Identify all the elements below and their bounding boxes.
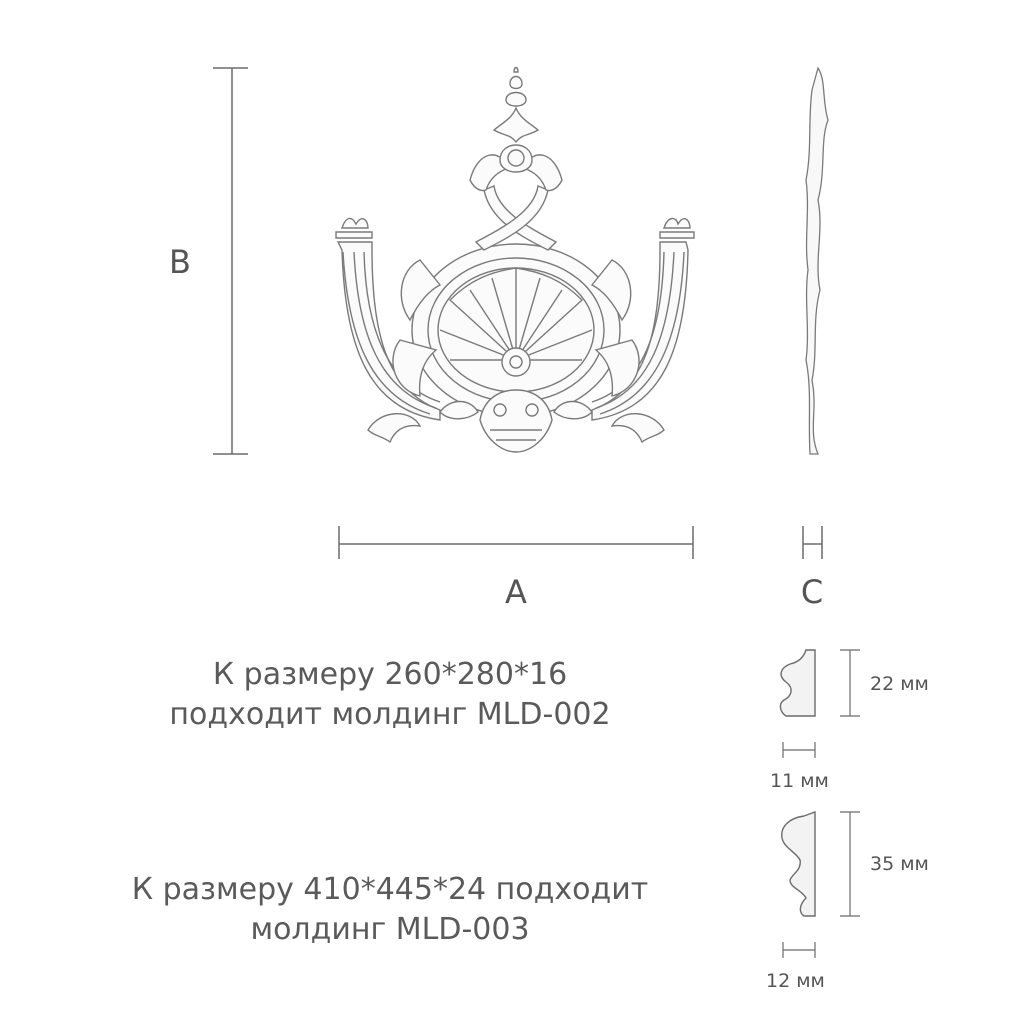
molding-note-2 <box>60 870 720 950</box>
ornament-front <box>336 68 694 453</box>
molding-note-1 <box>80 655 700 735</box>
molding-note-1-line2: подходит молдинг MLD-002 <box>169 697 611 732</box>
dimension-label-c: C <box>800 573 824 611</box>
dimension-line-a <box>339 526 693 559</box>
profile-1-width: 11 мм <box>770 770 829 792</box>
profile-1-height: 22 мм <box>870 673 929 695</box>
molding-profile-2 <box>782 812 860 958</box>
molding-note-2-line1: К размеру 410*445*24 подходит <box>131 872 649 907</box>
side-profile <box>806 68 828 454</box>
profile-2-width: 12 мм <box>766 970 825 992</box>
molding-note-2-line2: молдинг MLD-003 <box>250 912 530 947</box>
molding-profile-1 <box>780 650 860 758</box>
dimension-label-b: B <box>169 243 191 281</box>
dimension-line-b <box>213 68 248 454</box>
dimension-label-a: A <box>505 573 527 611</box>
profile-2-height: 35 мм <box>870 853 929 875</box>
dimension-line-c <box>803 526 822 559</box>
molding-note-1-line1: К размеру 260*280*16 <box>212 657 568 692</box>
